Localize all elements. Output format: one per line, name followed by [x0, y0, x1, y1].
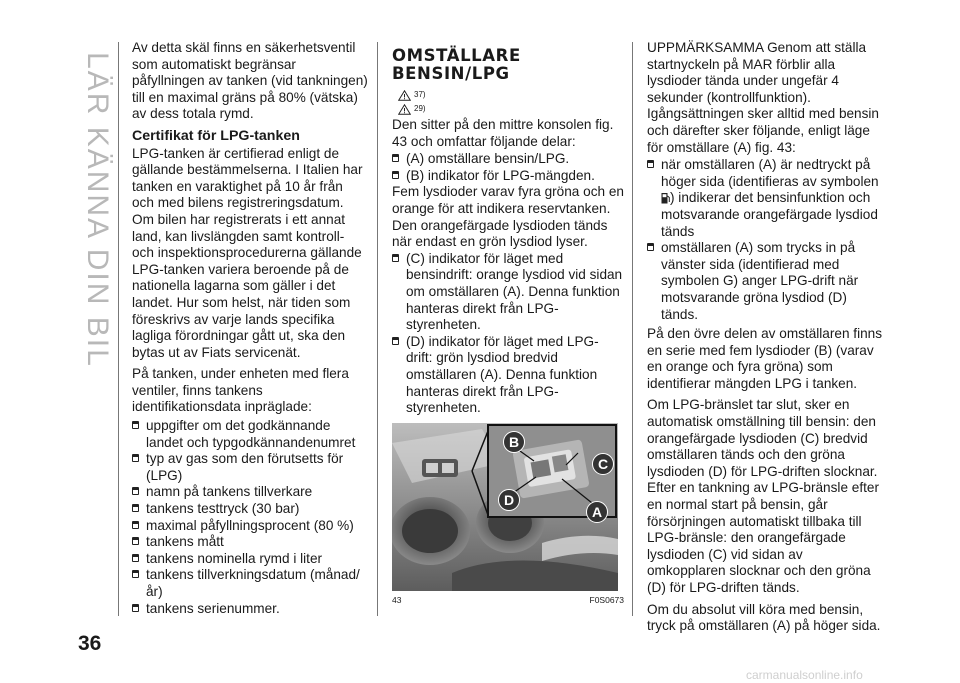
list-item: omställaren (A) som trycks in på vänster sida (identifierad med symbolen G) anger LPG-drift när motsvarande gröna lysdiod (D) tänds.: [647, 240, 883, 323]
page-number: 36: [78, 632, 102, 655]
callout-c: C: [592, 453, 614, 475]
list-item: uppgifter om det godkännande landet och typgodkännandenumret: [132, 418, 368, 451]
bullet-icon: [132, 537, 139, 545]
bullet-icon: [392, 254, 399, 262]
location-paragraph: Den sitter på den mittre konsolen fig. 43 och omfattar följande delar:: [392, 117, 614, 149]
auto-switch-paragraph: Om LPG-bränslet tar slut, sker en automatisk omställning till bensin: den orangefärgade lysdioden (C) bredvid omställaren tänds och den gröna lysdioden (D) för LPG-driften slocknar. Efter en tankning av LPG-bränsle efter en normal start på bensin, går försörjningen automatiskt tillbaka till LPG-bränsle: den orangefärgade lysdioden (C) vid sidan av omkopplaren slocknar och den gröna (D) för LPG-driften tänds.: [647, 397, 879, 595]
led-paragraph: Fem lysdioder varav fyra gröna och en orange för att indikera reservtanken. Den orangefärgade lysdioden tänds när endast en grön lysdiod lyser.: [392, 184, 624, 250]
parts-list: [392, 151, 624, 184]
bullet-icon: [132, 504, 139, 512]
list-item: namn på tankens tillverkare: [132, 484, 368, 501]
caution-paragraph: UPPMÄRKSAMMA Genom att ställa startnyckeln på MAR förblir alla lysdioder tända under ungefär 4 sekunder (kontrollfunktion). Igångsättningen sker alltid med bensin och därefter sker följande, enligt läge för omställare (A) fig. 43:: [647, 40, 879, 155]
list-item: tankens nominella rymd i liter: [132, 551, 368, 568]
list-item: maximal påfyllningsprocent (80 %): [132, 518, 368, 535]
warning-ref-2: 29): [398, 103, 624, 115]
bullet-icon: [132, 604, 139, 612]
indicator-list: [392, 251, 624, 417]
callout-b: B: [503, 431, 525, 453]
warning-triangle-icon: [398, 90, 411, 101]
watermark: carmanualsonline.info: [746, 668, 863, 682]
list-item: när omställaren (A) är nedtryckt på höger sida (identifieras av symbolen ) indikerar det bensinfunktion och motsvarande orangefärgade lysdiod tänds: [647, 157, 883, 240]
heading-line-2: BENSIN/LPG: [392, 64, 510, 83]
certificate-paragraph: LPG-tanken är certifierad enligt de gällande bestämmelserna. I Italien har tanken en varaktighet på 10 år från och med bilens registreringsdatum. Om bilen har registrerats i ett annat land, kan livslängden samt kontroll- och inspektionsprocedurerna gällande LPG-tanken variera beroende på de nationella lagarna som gäller i det landet. Hur som helst, när tiden som föreskrivs av varje lands specifika lagliga förordningar gått ut, ska den bytas ut av Fiats servicenät.: [132, 145, 363, 360]
bullet-icon: [132, 454, 139, 462]
list-item: tankens testtryck (30 bar): [132, 501, 368, 518]
list-item: typ av gas som den förutsetts för (LPG): [132, 451, 368, 484]
list-item: tankens mått: [132, 534, 368, 551]
section-title: LÄR KÄNNA DIN BIL: [81, 52, 114, 368]
figure-caption: [392, 592, 624, 609]
section-heading: [392, 47, 624, 83]
bullet-icon: [392, 171, 399, 179]
list-item: tankens tillverkningsdatum (månad/år): [132, 567, 368, 600]
column-2: [392, 44, 624, 608]
column-divider-1: [377, 42, 378, 616]
callout-d: D: [498, 489, 520, 511]
heading-line-1: OMSTÄLLARE: [392, 46, 521, 65]
intro-paragraph: Av detta skäl finns en säkerhetsventil som automatiskt begränsar påfyllningen av tanken (vid tankningen) till en maximal gräns på 80% (vätska) av dess totala rymd.: [132, 40, 368, 122]
bullet-icon: [132, 570, 139, 578]
bullet-icon: [392, 337, 399, 345]
certificate-heading: Certifikat för LPG-tanken: [132, 127, 300, 144]
bullet-icon: [132, 521, 139, 529]
identification-list: [132, 418, 368, 617]
bullet-icon: [132, 421, 139, 429]
bullet-icon: [647, 243, 654, 251]
bullet-icon: [392, 154, 399, 162]
figure-43-console-photo: [392, 423, 618, 591]
led-series-paragraph: På den övre delen av omställaren finns en serie med fem lysdioder (B) (varav en orange och fyra gröna) som identifierar mängden LPG i tanken.: [647, 326, 883, 391]
petrol-only-paragraph: Om du absolut vill köra med bensin, tryck på omställaren (A) på höger sida.: [647, 601, 881, 634]
figure-number: 43: [392, 594, 402, 605]
bullet-icon: [132, 487, 139, 495]
warning-triangle-icon: [398, 104, 411, 115]
fuel-pump-icon: [661, 192, 670, 204]
figure-code: F0S0673: [589, 594, 624, 605]
bullet-icon: [647, 160, 654, 168]
list-item: (A) omställare bensin/LPG.: [392, 151, 624, 168]
list-item: tankens serienummer.: [132, 601, 368, 618]
bullet-icon: [132, 554, 139, 562]
warning-ref-1: 37): [398, 89, 624, 101]
callout-a: A: [586, 501, 608, 523]
list-item: (D) indikator för läget med LPG-drift: grön lysdiod bredvid omställaren (A). Denna funktion hanteras direkt från LPG-styrenheten.: [392, 334, 624, 417]
list-item: (B) indikator för LPG-mängden.: [392, 168, 624, 185]
column-3: [647, 40, 883, 640]
column-1: [132, 40, 368, 617]
identification-intro: På tanken, under enheten med flera ventiler, finns tankens identifikationsdata inpräglade:: [132, 366, 349, 415]
side-divider: [118, 42, 119, 616]
switch-position-list: [647, 157, 883, 323]
list-item: (C) indikator för läget med bensindrift: orange lysdiod vid sidan om omställaren (A). Denna funktion hanteras direkt från LPG-styrenheten.: [392, 251, 624, 334]
column-divider-2: [632, 42, 633, 616]
